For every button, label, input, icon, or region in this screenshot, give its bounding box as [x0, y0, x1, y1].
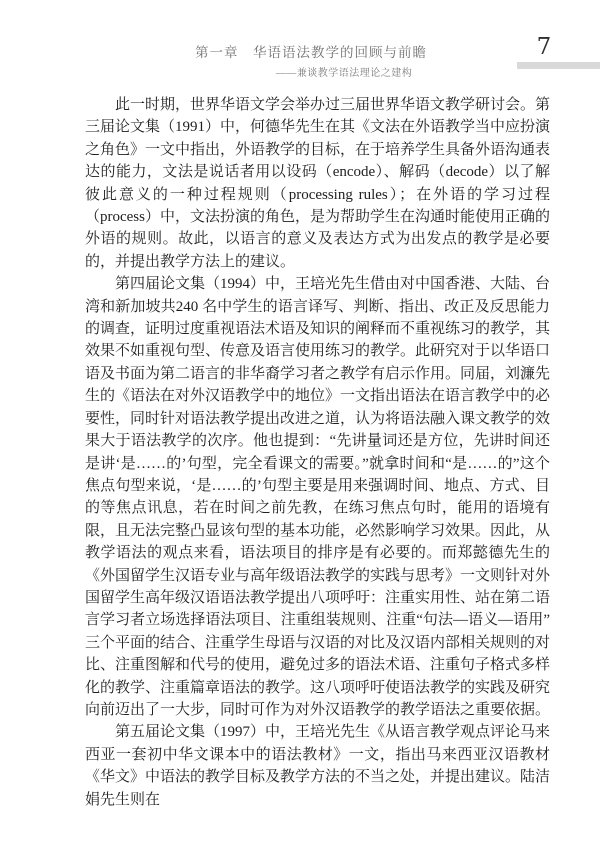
body-text — [85, 94, 550, 811]
paragraph: 第五届论文集（1997）中，王培光先生《从语言教学观点评论马来西亚一套初中华文课本中的语法教材》一文，指出马来西亚汉语教材《华文》中语法的教学目标及教学方法的不当之处，并提出建议。陆洁娟先生则在 — [85, 724, 551, 808]
running-header — [0, 44, 600, 79]
chapter-subtitle: ——兼谈教学语法理论之建构 — [275, 68, 413, 79]
page-number: 7 — [536, 34, 552, 60]
paragraph: 此一时期，世界华语文学会举办过三届世界华语文教学研讨会。第三届论文集（1991）中，何德华先生在其《文法在外语教学当中应扮演之角色》一文中指出，外语教学的目标，在于培养学生具备外语沟通表达的能力，文法是说话者用以设码（encode）、解码（decode）以了解彼此意义的一种过程规则（processing rules）；在外语的学习过程（process）中，文法扮演的角色，是为帮助学生在沟通时能使用正确的外语的规则。故此，以语言的意义及表达方式为出发点的教学是必要的，并提出教学方法上的建议。 — [85, 97, 551, 270]
paragraph: 第四届论文集（1994）中，王培光先生借由对中国香港、大陆、台湾和新加坡共240 名中学生的语言译写、判断、指出、改正及反思能力的调查，证明过度重视语法术语及知识的阐释而不重视练习的教学，其效果不如重视句型、传意及语言使用练习的教学。此研究对于以华语口语及书面为第二语言的非华裔学习者之教学有启示作用。同届，刘濂先生的《语法在对外汉语教学中的地位》一文指出语法在语言教学中的必要性，同时针对语法教学提出改进之道，认为将语法融入课文教学的效果大于语法教学的次序。他也提到：“先讲量词还是方位，先讲时间还是讲‘是……的’句型，完全看课文的需要。”就拿时间和“是……的”这个焦点句型来说，‘是……的’句型主要是用来强调时间、地点、方式、目的等焦点讯息，若在时间之前先教，在练习焦点句时，能用的语境有限，且无法完整凸显该句型的基本功能，必然影响学习效果。因此，从教学语法的观点来看，语法项目的排序是有必要的。而郑懿德先生的《外国留学生汉语专业与高年级语法教学的实践与思考》一文则针对外国留学生高年级汉语语法教学提出八项呼吁：注重实用性、站在第二语言学习者立场选择语法项目、注重组装规则、注重“句法—语义—语用”三个平面的结合、注重学生母语与汉语的对比及汉语内部相关规则的对比、注重图解和代号的使用，避免过多的语法术语、注重句子格式多样化的教学、注重篇章语法的教学。这八项呼吁使语法教学的实践及研究向前迈出了一大步，同时可作为对外汉语教学的教学语法之重要依据。 — [85, 276, 551, 718]
page-number-bar — [517, 62, 600, 69]
chapter-title: 第一章 华语语法教学的回顾与前瞻 — [195, 45, 427, 60]
